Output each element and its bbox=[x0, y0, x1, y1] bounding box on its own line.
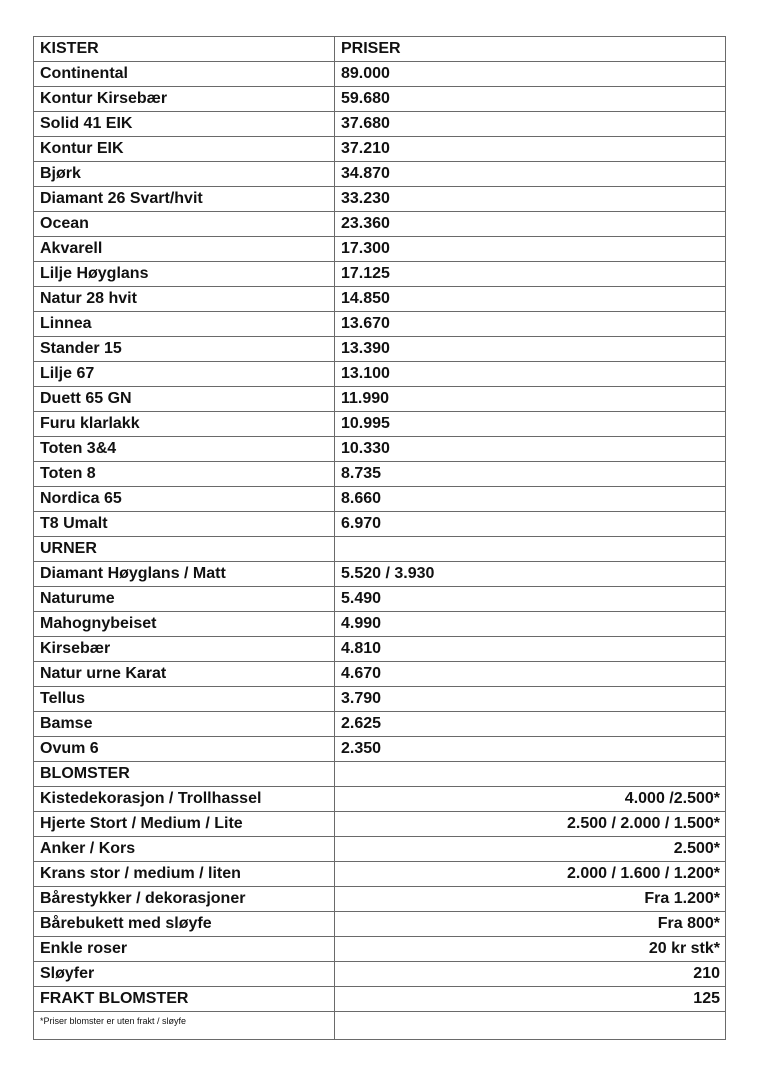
item-name: BLOMSTER bbox=[34, 762, 335, 787]
item-name: Solid 41 EIK bbox=[34, 112, 335, 137]
item-name: Continental bbox=[34, 62, 335, 87]
item-name: Diamant Høyglans / Matt bbox=[34, 562, 335, 587]
blomster-row bbox=[34, 787, 726, 812]
kiste-row bbox=[34, 412, 726, 437]
item-price: 37.210 bbox=[335, 137, 726, 162]
item-price: 3.790 bbox=[335, 687, 726, 712]
item-name: Lilje Høyglans bbox=[34, 262, 335, 287]
blomster-row bbox=[34, 837, 726, 862]
blomster-row bbox=[34, 912, 726, 937]
urne-row bbox=[34, 662, 726, 687]
item-name: Furu klarlakk bbox=[34, 412, 335, 437]
blomster-row bbox=[34, 937, 726, 962]
kiste-row bbox=[34, 237, 726, 262]
item-price: 8.735 bbox=[335, 462, 726, 487]
item-price: 4.670 bbox=[335, 662, 726, 687]
item-name: Krans stor / medium / liten bbox=[34, 862, 335, 887]
item-price: 17.125 bbox=[335, 262, 726, 287]
item-name: Natur 28 hvit bbox=[34, 287, 335, 312]
header-kister: KISTER bbox=[34, 37, 335, 62]
item-price: 11.990 bbox=[335, 387, 726, 412]
item-name: Toten 8 bbox=[34, 462, 335, 487]
item-name: Ocean bbox=[34, 212, 335, 237]
urne-row bbox=[34, 637, 726, 662]
item-price: 89.000 bbox=[335, 62, 726, 87]
item-name: Ovum 6 bbox=[34, 737, 335, 762]
item-name: Mahognybeiset bbox=[34, 612, 335, 637]
item-price: 2.500 / 2.000 / 1.500* bbox=[335, 812, 726, 837]
kiste-row bbox=[34, 312, 726, 337]
item-name: Akvarell bbox=[34, 237, 335, 262]
kiste-row bbox=[34, 437, 726, 462]
urne-row bbox=[34, 612, 726, 637]
item-name: Bamse bbox=[34, 712, 335, 737]
item-name: Kirsebær bbox=[34, 637, 335, 662]
kiste-row bbox=[34, 162, 726, 187]
kiste-row bbox=[34, 362, 726, 387]
blomster-row bbox=[34, 862, 726, 887]
section-header-blomster bbox=[34, 762, 726, 787]
item-price: 34.870 bbox=[335, 162, 726, 187]
blomster-row bbox=[34, 812, 726, 837]
kiste-row bbox=[34, 387, 726, 412]
kiste-row bbox=[34, 287, 726, 312]
item-price: 17.300 bbox=[335, 237, 726, 262]
item-price: 5.490 bbox=[335, 587, 726, 612]
item-price: 13.670 bbox=[335, 312, 726, 337]
item-name: Bårebukett med sløyfe bbox=[34, 912, 335, 937]
price-table bbox=[33, 36, 726, 1040]
item-price: 4.990 bbox=[335, 612, 726, 637]
item-price: 13.100 bbox=[335, 362, 726, 387]
item-price: Fra 800* bbox=[335, 912, 726, 937]
item-price: 6.970 bbox=[335, 512, 726, 537]
item-name: Bårestykker / dekorasjoner bbox=[34, 887, 335, 912]
urne-row bbox=[34, 737, 726, 762]
item-name: Tellus bbox=[34, 687, 335, 712]
urne-row bbox=[34, 562, 726, 587]
kiste-row bbox=[34, 337, 726, 362]
item-name: Linnea bbox=[34, 312, 335, 337]
kiste-row bbox=[34, 87, 726, 112]
item-name: Kontur EIK bbox=[34, 137, 335, 162]
item-name: Lilje 67 bbox=[34, 362, 335, 387]
blomster-row bbox=[34, 962, 726, 987]
kiste-row bbox=[34, 112, 726, 137]
item-name: Bjørk bbox=[34, 162, 335, 187]
item-price: 8.660 bbox=[335, 487, 726, 512]
item-name: Sløyfer bbox=[34, 962, 335, 987]
item-price: 2.625 bbox=[335, 712, 726, 737]
item-name: FRAKT BLOMSTER bbox=[34, 987, 335, 1012]
item-name: Naturume bbox=[34, 587, 335, 612]
item-price bbox=[335, 537, 726, 562]
item-name: T8 Umalt bbox=[34, 512, 335, 537]
blomster-row bbox=[34, 887, 726, 912]
kiste-row bbox=[34, 62, 726, 87]
footnote: *Priser blomster er uten frakt / sløyfe bbox=[34, 1012, 335, 1040]
item-price: 2.000 / 1.600 / 1.200* bbox=[335, 862, 726, 887]
header-priser: PRISER bbox=[335, 37, 726, 62]
item-price: 10.995 bbox=[335, 412, 726, 437]
item-name: Diamant 26 Svart/hvit bbox=[34, 187, 335, 212]
section-header-urner bbox=[34, 537, 726, 562]
item-name: Anker / Kors bbox=[34, 837, 335, 862]
item-name: Kontur Kirsebær bbox=[34, 87, 335, 112]
item-price: 33.230 bbox=[335, 187, 726, 212]
kiste-row bbox=[34, 487, 726, 512]
item-price: 37.680 bbox=[335, 112, 726, 137]
urne-row bbox=[34, 687, 726, 712]
kiste-row bbox=[34, 262, 726, 287]
kiste-row bbox=[34, 137, 726, 162]
footnote-row bbox=[34, 1012, 726, 1040]
item-price: 10.330 bbox=[335, 437, 726, 462]
item-name: URNER bbox=[34, 537, 335, 562]
item-name: Nordica 65 bbox=[34, 487, 335, 512]
item-price bbox=[335, 762, 726, 787]
item-name: Stander 15 bbox=[34, 337, 335, 362]
kiste-row bbox=[34, 462, 726, 487]
urne-row bbox=[34, 587, 726, 612]
item-price: 2.350 bbox=[335, 737, 726, 762]
urne-row bbox=[34, 712, 726, 737]
footnote-empty-cell bbox=[335, 1012, 726, 1040]
item-name: Natur urne Karat bbox=[34, 662, 335, 687]
item-name: Kistedekorasjon / Trollhassel bbox=[34, 787, 335, 812]
item-price: 14.850 bbox=[335, 287, 726, 312]
kiste-row bbox=[34, 512, 726, 537]
price-table-body bbox=[34, 37, 726, 1040]
item-price: 4.810 bbox=[335, 637, 726, 662]
kiste-row bbox=[34, 187, 726, 212]
item-name: Duett 65 GN bbox=[34, 387, 335, 412]
kiste-row bbox=[34, 212, 726, 237]
item-price: 2.500* bbox=[335, 837, 726, 862]
item-price: 5.520 / 3.930 bbox=[335, 562, 726, 587]
item-price: 210 bbox=[335, 962, 726, 987]
item-price: 13.390 bbox=[335, 337, 726, 362]
item-name: Hjerte Stort / Medium / Lite bbox=[34, 812, 335, 837]
blomster-row bbox=[34, 987, 726, 1012]
header-row bbox=[34, 37, 726, 62]
item-name: Enkle roser bbox=[34, 937, 335, 962]
item-price: 23.360 bbox=[335, 212, 726, 237]
item-price: 4.000 /2.500* bbox=[335, 787, 726, 812]
item-price: 125 bbox=[335, 987, 726, 1012]
item-price: Fra 1.200* bbox=[335, 887, 726, 912]
item-price: 20 kr stk* bbox=[335, 937, 726, 962]
item-price: 59.680 bbox=[335, 87, 726, 112]
item-name: Toten 3&4 bbox=[34, 437, 335, 462]
